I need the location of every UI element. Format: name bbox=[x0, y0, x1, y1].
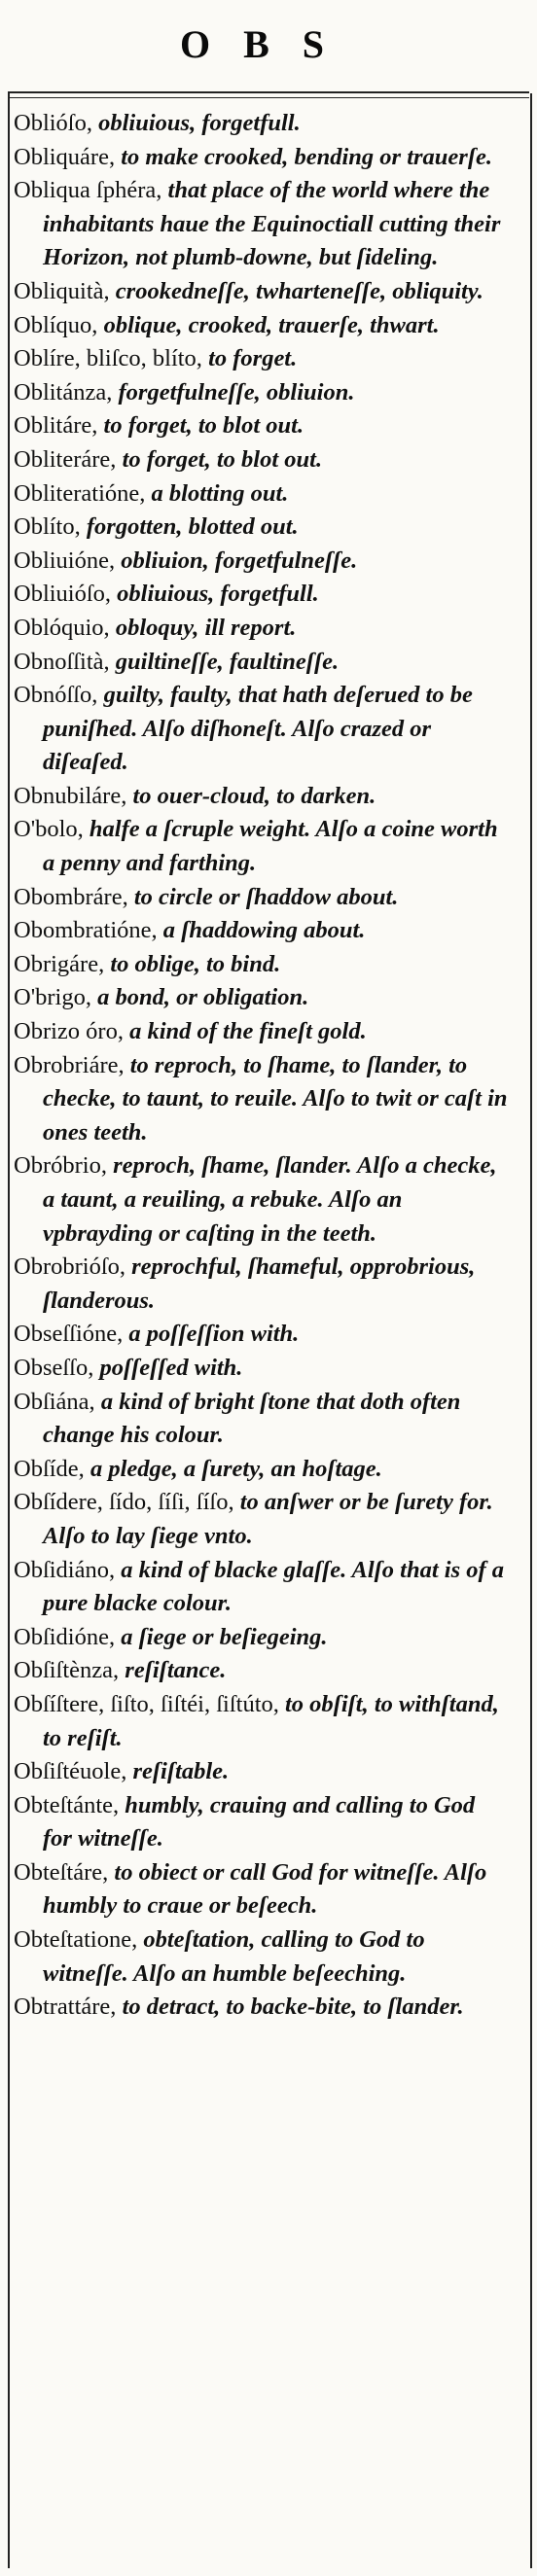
dictionary-entry bbox=[14, 612, 510, 646]
entry-definition: humbly, crauing and calling to God for witneſſe. bbox=[43, 1791, 476, 1853]
entry-headword: Obrobrióſo, bbox=[14, 1253, 125, 1281]
entry-headword: Oblióſo, bbox=[14, 110, 92, 136]
dictionary-entry bbox=[14, 1923, 510, 1991]
dictionary-entry bbox=[14, 1621, 510, 1655]
dictionary-entry bbox=[14, 948, 510, 982]
entry-definition: a poſſeſſion with. bbox=[123, 1321, 300, 1348]
entry-definition: guiltineſſe, faultineſſe. bbox=[109, 648, 340, 675]
entry-definition: to oblige, to bind. bbox=[104, 950, 281, 977]
dictionary-entry bbox=[14, 679, 510, 780]
entry-headword: Obſíde, bbox=[14, 1455, 85, 1482]
dictionary-entry bbox=[14, 981, 510, 1015]
dictionary-entry bbox=[14, 342, 510, 376]
dictionary-entry bbox=[14, 443, 510, 477]
entry-definition: to anſwer or be ſurety for. Alſo to lay ſiege vnto. bbox=[43, 1489, 493, 1549]
dictionary-entry bbox=[14, 578, 510, 612]
entry-definition: to forget, to blot out. bbox=[116, 445, 323, 473]
entry-headword: Obliquità, bbox=[14, 277, 110, 304]
entry-definition: to circle or ſhaddow about. bbox=[127, 883, 399, 910]
entry-definition: a ſiege or beſiegeing. bbox=[115, 1623, 328, 1650]
entry-headword: Obseſſióne, bbox=[14, 1321, 124, 1348]
entry-definition: obliuious, forgetfull. bbox=[92, 110, 301, 136]
dictionary-entry bbox=[14, 1352, 510, 1386]
right-border-rule bbox=[530, 93, 532, 2568]
entry-headword: Obteſtánte, bbox=[14, 1791, 120, 1818]
dictionary-entry bbox=[14, 1688, 510, 1755]
entry-headword: Oblíto, bbox=[14, 513, 81, 541]
header-rule-inner bbox=[8, 97, 529, 98]
entry-headword: Obteſtatione, bbox=[14, 1926, 138, 1954]
dictionary-entry bbox=[14, 376, 510, 410]
dictionary-entry bbox=[14, 1049, 510, 1150]
entry-definition: a bond, or obligation. bbox=[90, 984, 309, 1011]
entry-headword: Oblóquio, bbox=[14, 614, 110, 641]
entry-headword: Obrizo óro, bbox=[14, 1018, 124, 1045]
entry-definition: a kind of blacke glaſſe. Alſo that is of a pure blacke colour. bbox=[43, 1556, 505, 1617]
dictionary-entry bbox=[14, 477, 510, 512]
entry-definition: halfe a ſcruple weight. Alſo a coine worth a penny and farthing. bbox=[43, 816, 498, 877]
entry-headword: Obrigáre, bbox=[14, 950, 105, 977]
dictionary-entry bbox=[14, 545, 510, 579]
entry-headword: Obliqua ſphéra, bbox=[14, 177, 162, 204]
entry-headword: Obtrattáre, bbox=[14, 1994, 117, 2021]
entry-headword: Obſídere, ſído, ſíſi, ſíſo, bbox=[14, 1489, 234, 1516]
entry-headword: Obſiſtéuole, bbox=[14, 1758, 127, 1785]
entry-list bbox=[14, 107, 510, 2025]
entry-headword: Obliuióne, bbox=[14, 547, 116, 574]
entry-definition: obteſtation, calling to God to witneſſe. Alſo an humble beſeeching. bbox=[43, 1926, 425, 1987]
entry-definition: a pledge, a ſurety, an hoſtage. bbox=[84, 1455, 382, 1482]
header-rule bbox=[8, 91, 529, 93]
dictionary-entry bbox=[14, 309, 510, 343]
entry-headword: Obnoſſità, bbox=[14, 648, 110, 675]
entry-headword: O'brigo, bbox=[14, 984, 91, 1011]
entry-definition: obliuious, forgetfull. bbox=[111, 581, 319, 608]
entry-definition: to forget, to blot out. bbox=[97, 412, 304, 440]
dictionary-entry bbox=[14, 1486, 510, 1553]
dictionary-entry bbox=[14, 1386, 510, 1453]
dictionary-entry bbox=[14, 141, 510, 175]
entry-headword: Obſidiáno, bbox=[14, 1556, 116, 1583]
entry-definition: to detract, to backe-bite, to ſlander. bbox=[116, 1994, 464, 2021]
page-header: OBS bbox=[179, 22, 358, 66]
entry-definition: reproch, ſhame, ſlander. Alſo a checke, a taunt, a reuiling, a rebuke. Alſo an vpbrayding or caſting in the teeth. bbox=[43, 1152, 497, 1247]
entry-headword: Obliteráre, bbox=[14, 445, 117, 473]
dictionary-entry bbox=[14, 1856, 510, 1923]
entry-headword: Oblíre, bliſco, blíto, bbox=[14, 345, 202, 372]
dictionary-entry bbox=[14, 813, 510, 880]
entry-headword: Oblitánza, bbox=[14, 378, 113, 406]
dictionary-entry bbox=[14, 174, 510, 275]
dictionary-entry bbox=[14, 1654, 510, 1688]
entry-headword: Obrobriáre, bbox=[14, 1051, 125, 1078]
entry-definition: to reproch, to ſhame, to ſlander, to checke, to taunt, to reuile. Alſo to twit or caſt in ones teeth. bbox=[43, 1051, 508, 1146]
entry-headword: Obnóſſo, bbox=[14, 682, 98, 709]
entry-headword: Obteſtáre, bbox=[14, 1858, 109, 1886]
dictionary-entry bbox=[14, 1453, 510, 1487]
dictionary-entry bbox=[14, 1015, 510, 1049]
dictionary-entry bbox=[14, 1149, 510, 1251]
dictionary-entry bbox=[14, 511, 510, 545]
dictionary-entry bbox=[14, 780, 510, 814]
entry-headword: Obſiána, bbox=[14, 1388, 95, 1415]
dictionary-entry bbox=[14, 1789, 510, 1856]
entry-headword: Obſíſtere, ſiſto, ſiſtéi, ſiſtúto, bbox=[14, 1690, 279, 1717]
entry-definition: reſiſtable. bbox=[126, 1758, 230, 1785]
entry-definition: forgetfulneſſe, obliuion. bbox=[112, 378, 355, 406]
dictionary-entry bbox=[14, 1991, 510, 2025]
left-border-rule bbox=[8, 93, 10, 2568]
entry-definition: that place of the world where the inhabitants haue the Equinoctiall cutting their Horizon, not plumb-downe, but ſideling. bbox=[43, 177, 501, 271]
entry-definition: crookedneſſe, twharteneſſe, obliquity. bbox=[109, 277, 483, 304]
entry-definition: a blotting out. bbox=[145, 479, 289, 507]
entry-headword: Obnubiláre, bbox=[14, 782, 127, 809]
entry-headword: Obombratióne, bbox=[14, 917, 158, 944]
entry-headword: Obſiſtènza, bbox=[14, 1657, 120, 1684]
entry-definition: to forget. bbox=[201, 345, 298, 372]
entry-definition: to ouer-cloud, to darken. bbox=[126, 782, 376, 809]
dictionary-entry bbox=[14, 881, 510, 915]
entry-definition: a kind of the fineſt gold. bbox=[123, 1018, 367, 1045]
entry-headword: Obombráre, bbox=[14, 883, 128, 910]
dictionary-entry bbox=[14, 914, 510, 948]
entry-definition: reprochful, ſhameful, opprobrious, ſlanderous. bbox=[43, 1253, 476, 1314]
entry-headword: Obliteratióne, bbox=[14, 479, 146, 507]
entry-definition: a kind of bright ſtone that doth often change his colour. bbox=[43, 1388, 461, 1449]
dictionary-entry bbox=[14, 275, 510, 309]
entry-headword: Obliuióſo, bbox=[14, 581, 112, 608]
entry-definition: obloquy, ill report. bbox=[109, 614, 297, 641]
entry-definition: forgotten, blotted out. bbox=[80, 513, 299, 541]
entry-headword: Oblíquo, bbox=[14, 311, 98, 338]
dictionary-entry bbox=[14, 1554, 510, 1621]
entry-headword: Obseſſo, bbox=[14, 1354, 94, 1381]
entry-headword: Obſidióne, bbox=[14, 1623, 116, 1650]
dictionary-entry bbox=[14, 1251, 510, 1318]
dictionary-entry bbox=[14, 1318, 510, 1352]
entry-definition: to obſiſt, to withſtand, to reſiſt. bbox=[43, 1690, 499, 1751]
entry-definition: reſiſtance. bbox=[119, 1657, 227, 1684]
entry-headword: Oblitáre, bbox=[14, 412, 98, 440]
dictionary-entry bbox=[14, 107, 510, 141]
dictionary-entry bbox=[14, 646, 510, 680]
dictionary-entry bbox=[14, 409, 510, 443]
entry-definition: guilty, faulty, that hath deſerued to be puniſhed. Alſo diſhoneſt. Alſo crazed or diſeaſed. bbox=[43, 682, 473, 776]
entry-definition: to make crooked, bending or trauerſe. bbox=[115, 143, 492, 170]
entry-headword: O'bolo, bbox=[14, 816, 84, 843]
entry-definition: to obiect or call God for witneſſe. Alſo humbly to craue or beſeech. bbox=[43, 1858, 487, 1920]
entry-headword: Obróbrio, bbox=[14, 1152, 107, 1180]
entry-headword: Obliquáre, bbox=[14, 143, 116, 170]
entry-definition: oblique, crooked, trauerſe, thwart. bbox=[97, 311, 440, 338]
dictionary-entry bbox=[14, 1755, 510, 1789]
entry-definition: poſſeſſed with. bbox=[93, 1354, 243, 1381]
entry-definition: a ſhaddowing about. bbox=[157, 917, 366, 944]
entry-definition: obliuion, forgetfulneſſe. bbox=[115, 547, 358, 574]
